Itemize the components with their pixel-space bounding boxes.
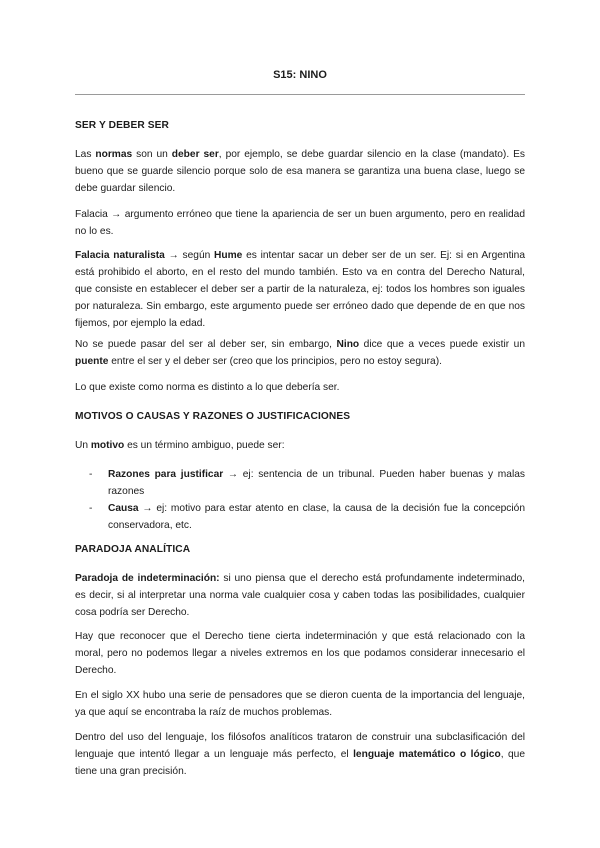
title-divider (75, 94, 525, 95)
bold-term: normas (95, 149, 133, 160)
section-heading-motivos: MOTIVOS O CAUSAS Y RAZONES O JUSTIFICACIONES (75, 411, 351, 422)
page-title: S15: NINO (273, 69, 327, 81)
paragraph-falacia-naturalista: Falacia naturalista → según Hume es intentar sacar un deber ser de un ser. Ej: si en Argentina está prohibido el aborto, en el resto del mundo también. Esto va en contra del Derecho Natural, que consiste en establecer el deber ser a partir de la naturaleza, ej: todos los hombres son iguales por naturaleza. Sin embargo, este argumento puede ser erróneo dado que depende de en que nos fijemos, por ejemplo la edad. (75, 250, 525, 329)
bold-term: lenguaje matemático o lógico (353, 749, 501, 760)
bold-term: Nino (336, 339, 360, 350)
paragraph-falacia: Falacia → argumento erróneo que tiene la apariencia de ser un buen argumento, pero en realidad no lo es. (75, 209, 525, 237)
bold-term: Falacia naturalista (75, 250, 165, 261)
paragraph-norma: Lo que existe como norma es distinto a lo que debería ser. (75, 382, 340, 393)
list-item: - Causa → ej: motivo para estar atento en clase, la causa de la decisión fue la concepción conservadora, etc. (75, 500, 525, 534)
bold-term: motivo (90, 440, 125, 451)
bold-term: Hume (214, 250, 243, 261)
paragraph-siglo-xx: En el siglo XX hubo una serie de pensadores que se dieron cuenta de la importancia del lenguaje, ya que aquí se encontraba la raíz de muchos problemas. (75, 690, 525, 718)
dash-marker: - (89, 469, 93, 480)
bold-term: deber ser (171, 149, 219, 160)
paragraph-lenguaje: Dentro del uso del lenguaje, los filósofos analíticos trataron de construir una subclasificación del lenguaje que intentó llegar a un lenguaje más perfecto, el lenguaje matemático o lógico, que tiene una gran precisión. (75, 732, 525, 777)
bold-term: Causa (108, 503, 139, 514)
dash-marker: - (89, 503, 93, 514)
paragraph-motivo: Un motivo es un término ambiguo, puede ser: (75, 440, 285, 451)
section-heading-ser-deber-ser: SER Y DEBER SER (75, 120, 169, 131)
paragraph-derecho-moral: Hay que reconocer que el Derecho tiene cierta indeterminación y que está relacionado con la moral, pero no podemos llegar a niveles extremos en los que podamos considerar innecesario el Derecho. (75, 631, 525, 676)
paragraph-indeterminacion: Paradoja de indeterminación: si uno piensa que el derecho está profundamente indeterminado, es decir, si al interpretar una norma vale cualquier cosa y caben todas las posibilidades, cualquier cosa podría ser Derecho. (75, 573, 525, 618)
bold-term: Razones para justificar (108, 469, 224, 480)
bold-term: Paradoja de indeterminación: (75, 573, 220, 584)
paragraph-normas: Las normas son un deber ser, por ejemplo, se debe guardar silencio en la clase (mandato). Es bueno que se guarde silencio porque solo de esa manera se garantiza una buena clase, luego se debe guardar silencio. (75, 149, 525, 194)
bullet-list (75, 466, 525, 534)
list-item: - Razones para justificar → ej: sentencia de un tribunal. Pueden haber buenas y malas razones (75, 466, 525, 500)
paragraph-puente: No se puede pasar del ser al deber ser, sin embargo, Nino dice que a veces puede existir un puente entre el ser y el deber ser (creo que los principios, pero no estoy segura). (75, 339, 525, 367)
section-heading-paradoja: PARADOJA ANALÍTICA (75, 544, 191, 555)
bold-term: puente (75, 356, 109, 367)
